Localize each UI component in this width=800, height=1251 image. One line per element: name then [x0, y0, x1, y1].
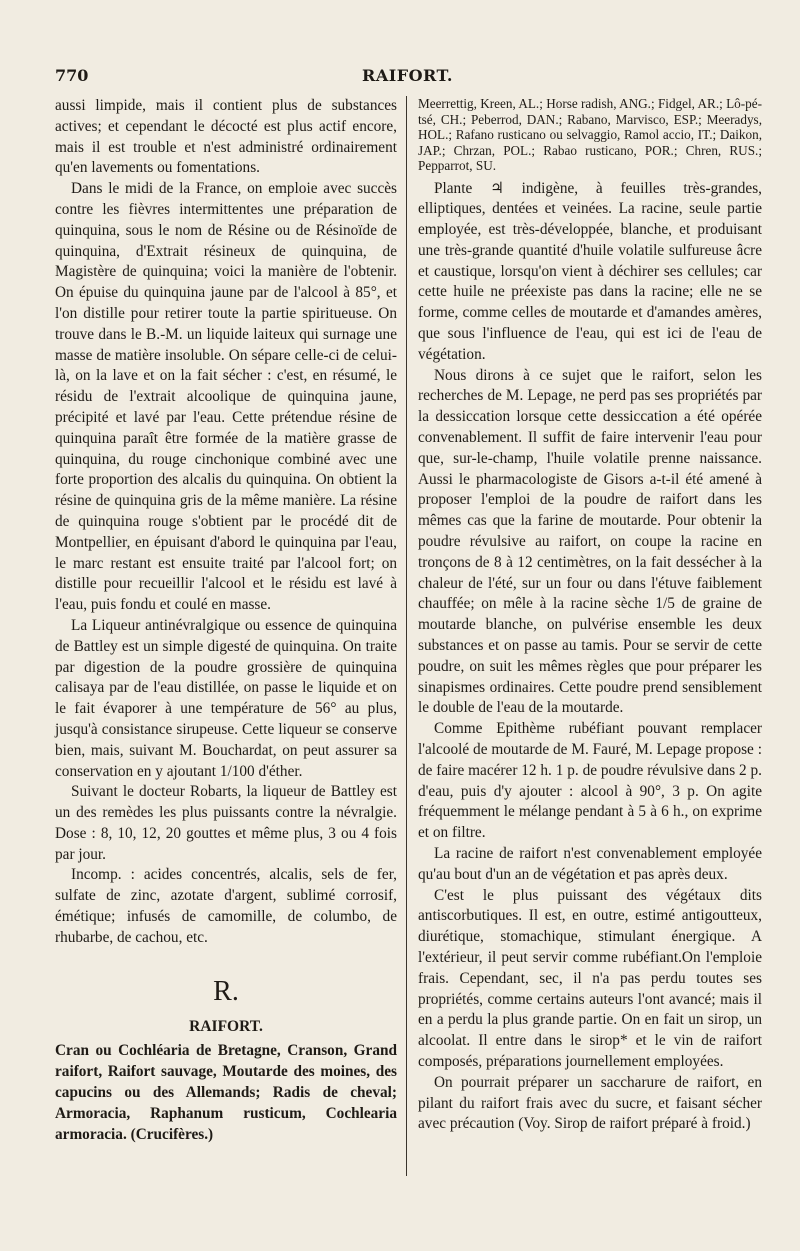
entry-title: RAIFORT. [189, 1017, 263, 1035]
column-divider [406, 96, 407, 1176]
entry-synonyms: Cran ou Cochléaria de Bretagne, Cranson, Grand raifort, Raifort sauvage, Moutarde des moines, des capucins ou des Allemands; Radis de cheval; Armoracia, Raphanum rusticum, Cochlearia armoracia. (Crucifères.) [55, 1042, 397, 1143]
paragraph: Nous dirons à ce sujet que le raifort, selon les recherches de M. Lepage, ne perd pas ses propriétés par la dessiccation lorsque cette dessiccation a été opérée convenablement. Il suffit de faire intervenir l'eau pour que, sur-le-champ, l'huile volatile prenne naissance. Aussi le pharmacologiste de Gisors a-t-il été amené à proposer l'emploi de la poudre de raifort dans les mêmes cas que la farine de moutarde. Pour obtenir la poudre révulsive au raifort, on coupe la racine en tronçons de 8 à 12 centimètres, on la fait dessécher à la chaleur de l'été, sur un four ou dans l'étuve faiblement chauffée; on mêle à la racine sèche 1/5 de graine de moutarde blanche, on pulvérise ensemble les deux substances et on passe au tamis. Pour se servir de cette poudre, on suit les mêmes règles que pour préparer les sinapismes ordinaires. Cette poudre prend sensiblement le double de l'eau de la moutarde. [418, 366, 762, 717]
paragraph: Incomp. : acides concentrés, alcalis, sels de fer, sulfate de zinc, azotate d'argent, sublimé corrosif, émétique; infusés de camomille, de columbo, de rhubarbe, de cachou, etc. [55, 866, 397, 946]
paragraph: Suivant le docteur Robarts, la liqueur de Battley est un des remèdes les plus puissants contre la névralgie. Dose : 8, 10, 12, 20 gouttes et même plus, 3 ou 4 fois par jour. [55, 783, 397, 863]
paragraph: Dans le midi de la France, on emploie avec succès contre les fièvres intermittentes une préparation de quinquina, sous le nom de Résine ou de Résinoïde de quinquina, d'Extrait résineux de quinquina, de Magistère de quinquina; voici la manière de l'obtenir. On épuise du quinquina jaune par de l'alcool à 85°, et l'on distille pour retirer toute la partie spiritueuse. On trouve dans le B.-M. un liquide laiteux qui surnage une masse de matière insoluble. On sépare celle-ci de celui-là, on la lave et on la fait sécher : c'est, en résumé, le résidu de l'extrait alcoolique de quinquina jaune, précipité et lavé par l'eau. Cette prétendue résine de quinquina paraît être formée de la matière grasse de quinquina, du rouge cinchonique combiné avec une forte proportion des alcalis du quinquina. On obtient la résine de quinquina gris de la même manière. La résine de quinquina rouge s'obtient par le procédé dit de Montpellier, en épuisant d'abord le quinquina par l'eau, le marc restant est ensuite traité par l'alcool fort; on distille pour recueillir l'alcool et le résidu est lavé à l'eau, puis fondu et coulé en masse. [55, 180, 397, 614]
section-letter: R. [213, 975, 239, 1007]
page-number: 770 [55, 66, 89, 85]
paragraph: La racine de raifort n'est convenablement employée qu'au bout d'un an de végétation et pas après deux. [418, 845, 762, 883]
paragraph: On pourrait préparer un saccharure de raifort, en pilant du raifort frais avec du sucre, et faisant sécher avec précaution (Voy. Sirop de raifort préparé à froid.) [418, 1073, 762, 1133]
running-header [55, 66, 760, 90]
foreign-synonyms: Meerrettig, Kreen, AL.; Horse radish, ANG.; Fidgel, AR.; Lô-pé-tsé, CH.; Peberrod, DAN.; Rabano, Marvisco, ESP.; Meeradys, HOL.; Rafano rusticano ou selvaggio, Ramol accio, IT.; Daikon, JAP.; Chrzan, POL.; Rabao rusticano, POR.; Chren, RUS.; Pepparrot, SU. [418, 96, 762, 173]
paragraph: Comme Epithème rubéfiant pouvant remplacer l'alcoolé de moutarde de M. Fauré, M. Lepage propose : de faire macérer 12 h. 1 p. de poudre révulsive dans 2 p. d'eau, puis d'y ajouter : alcool à 90°, 3 p. On agite fréquemment le mélange pendant à 5 à 6 h., on exprime et on filtre. [418, 720, 762, 842]
paragraph: aussi limpide, mais il contient plus de substances actives; et cependant le décocté est plus actif encore, mais il est trouble et n'est administré ordinairement qu'en lavements ou fomentations. [55, 97, 397, 177]
paragraph: C'est le plus puissant des végétaux dits antiscorbutiques. Il est, en outre, estimé antigoutteux, diurétique, stomachique, stimulant énergique. A l'extérieur, il peut servir comme rubéfiant.On l'emploie frais. Cependant, sec, il n'a pas perdu toutes ses propriétés, comme certains auteurs l'ont avancé; mais il en a perdu la plus grande partie. On en fait un sirop, un alcoolat. Il entre dans le sirop* et le vin de raifort composés, préparations journellement employées. [418, 886, 762, 1070]
paragraph: La Liqueur antinévralgique ou essence de quinquina de Battley est un simple digesté de quinquina. On traite par digestion de la poudre grossière de quinquina calisaya par de l'eau distillée, on passe le liquide et on le fait évaporer à une température de 56° au plus, jusqu'à consistance sirupeuse. Cette liqueur se conserve bien, mais, suivant M. Bouchardat, on peut assurer sa conservation en y ajoutant 1/100 d'éther. [55, 616, 397, 780]
left-column [55, 96, 397, 1145]
running-title: RAIFORT. [362, 66, 453, 85]
right-column [418, 96, 762, 1135]
paragraph: Plante ♃ indigène, à feuilles très-grandes, elliptiques, dentées et veinées. La racine, seule partie employée, est très-développée, blanche, et produisant une très-grande quantité d'huile volatile sulfureuse âcre et caustique, lorsqu'on vient à déchirer ses cellules; car cette huile ne préexiste pas dans la racine; elle ne se forme, comme celles de moutarde et d'amandes amères, que sous l'influence de l'eau, qui est ici de l'eau de végétation. [418, 179, 762, 363]
